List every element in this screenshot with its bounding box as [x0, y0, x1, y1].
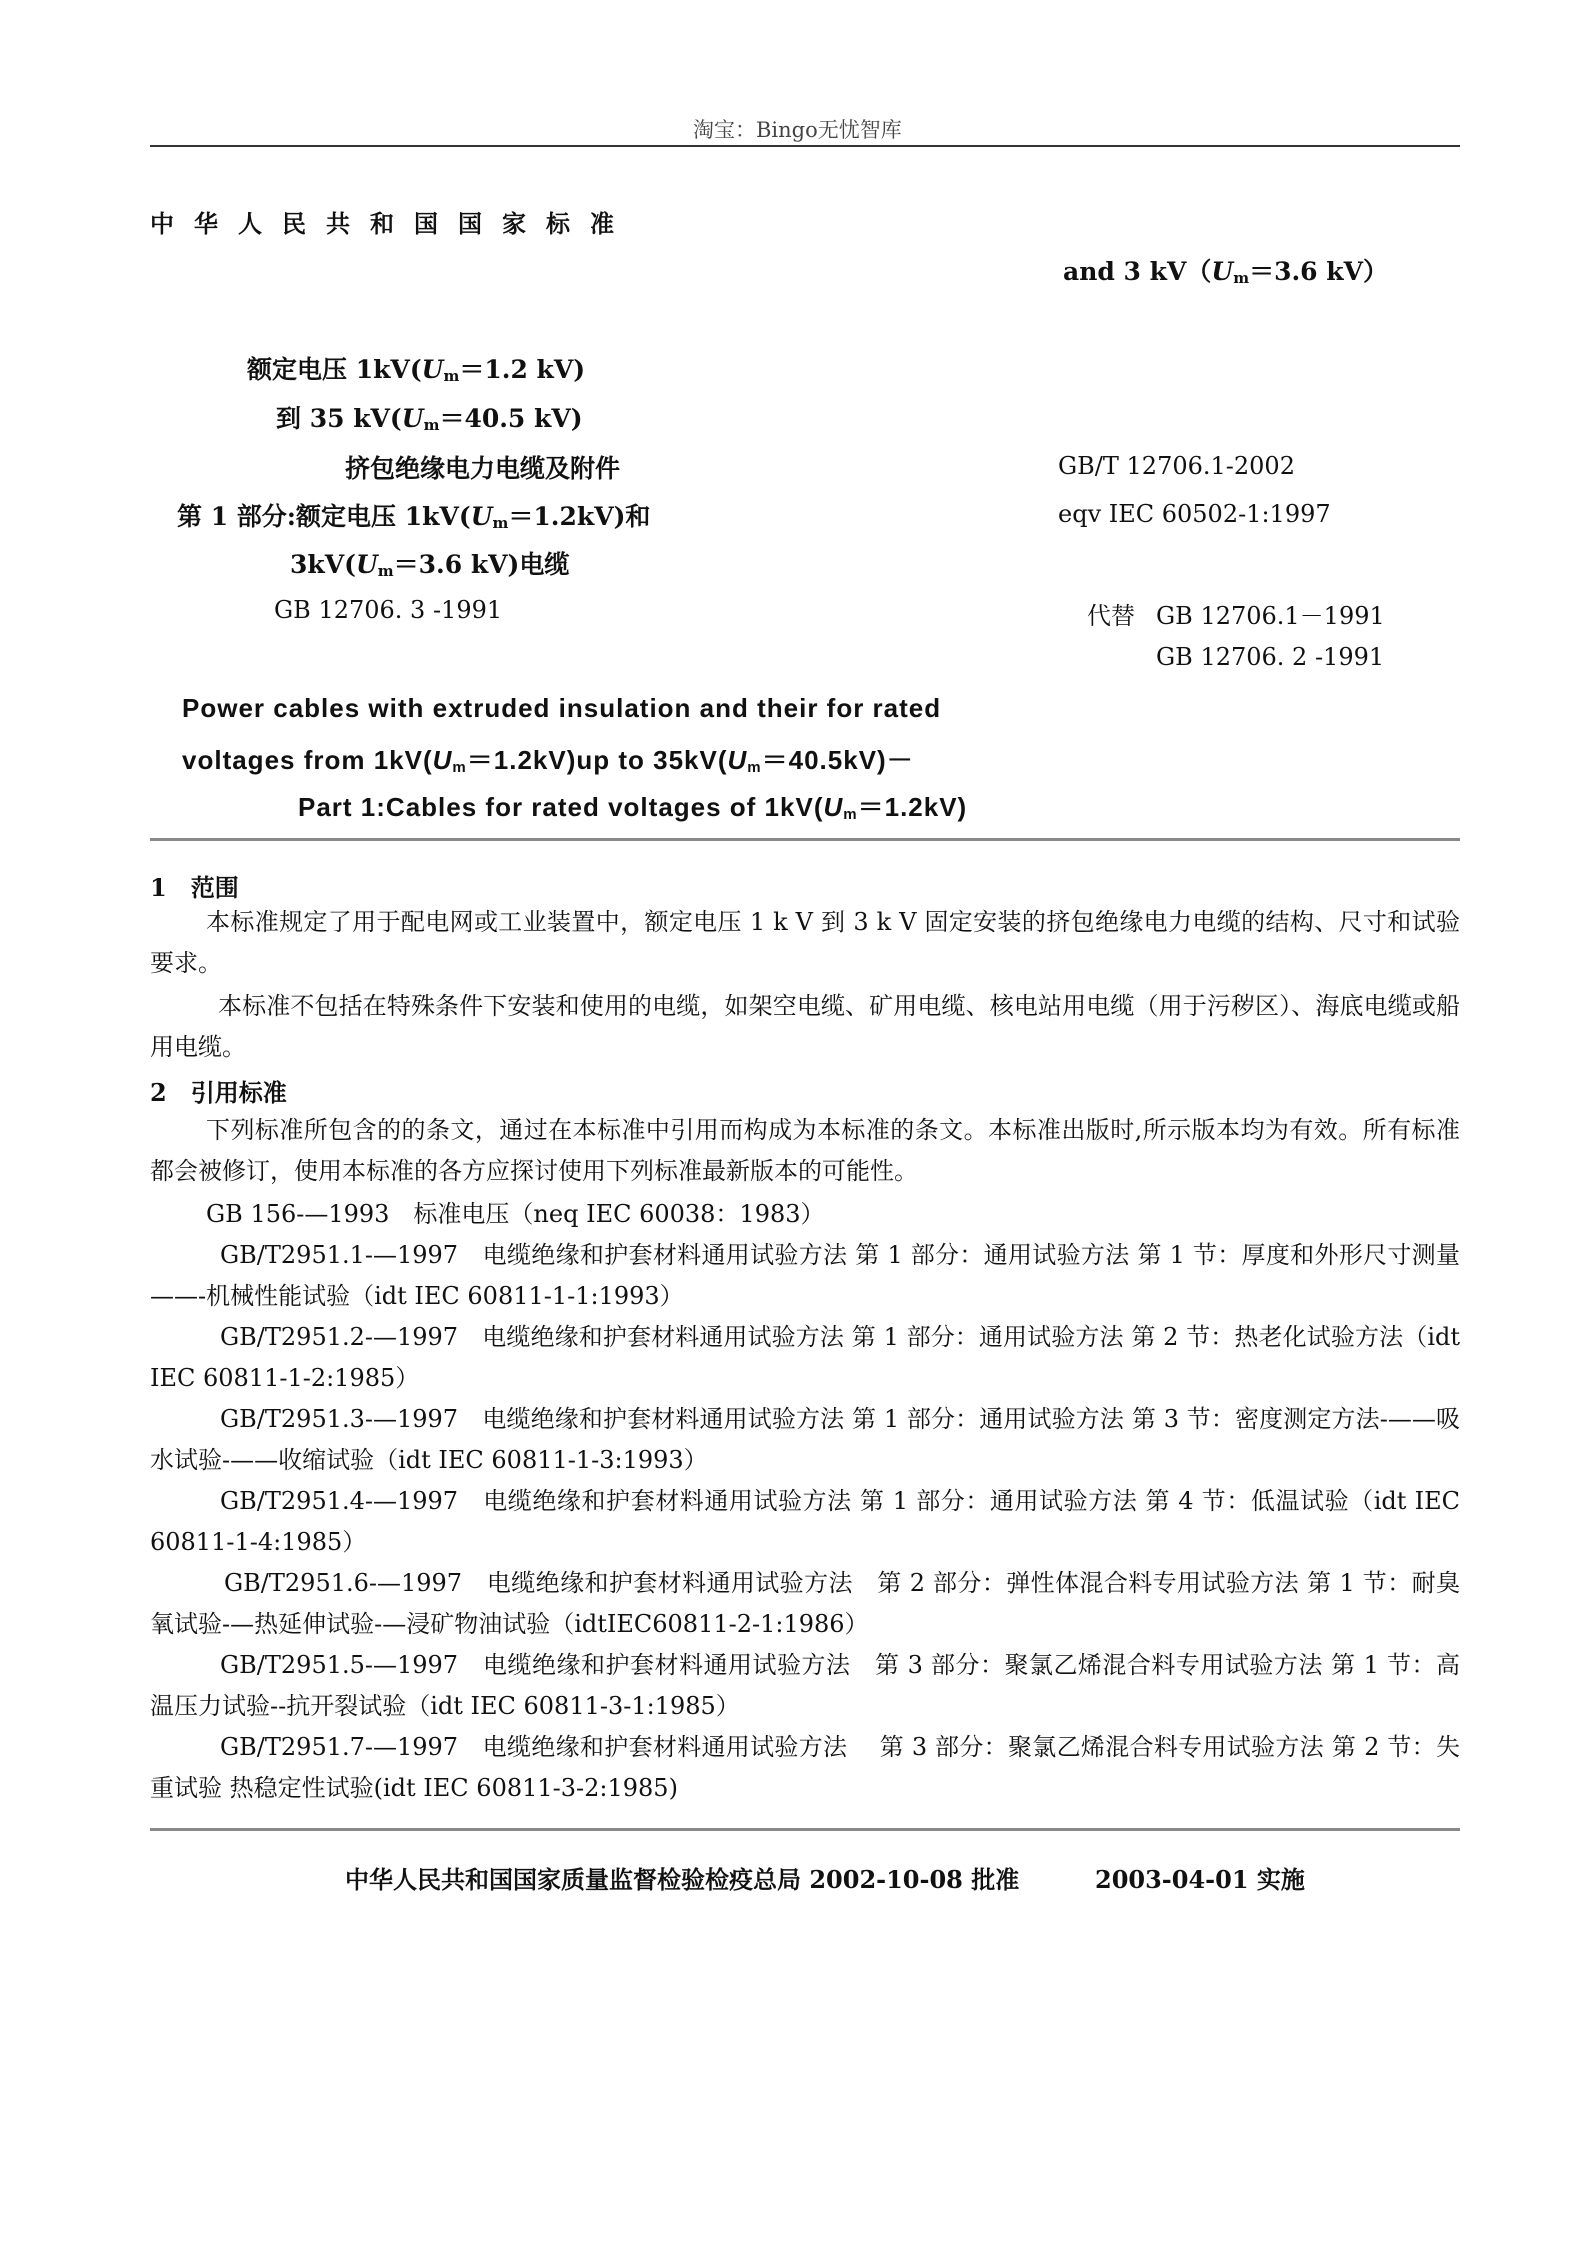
title-cn-line1: 额定电压 $1kV(U_m=1.2$ kV): [247, 355, 586, 385]
section-1-paragraph-1: 本标准规定了用于配电网或工业装置中，额定电压 1 k V 到 3 k V 固定安装的挤包绝缘电力电缆的结构、尺寸和试验要求。: [150, 908, 1460, 977]
title-cn-line4: 第 1 部分:额定电压 $1kV(U_m=1.2kV)$和: [177, 502, 651, 532]
header-rule: [150, 145, 1460, 147]
section-1-paragraph-2: 本标准不包括在特殊条件下安装和使用的电缆，如架空电缆、矿用电缆、核电站用电缆（用于污秽区）、海底电缆或船用电缆。: [150, 992, 1460, 1061]
footer-rule: [150, 1828, 1460, 1831]
title-cn-line5: $3kV(U_m=3.6$ kV)电缆: [290, 550, 570, 580]
title-en-line2: voltages from $1kV(U_m=1.2kV)up$ to $35kV(U_m=40.5kV)-$: [182, 745, 914, 776]
reference-item: GB/T2951.2-—1997 电缆绝缘和护套材料通用试验方法 第 1 部分：通用试验方法 第 2 节：热老化试验方法（idt IEC 60811-1-2:1985）: [150, 1323, 1460, 1392]
standard-number: GB/T 12706.1-2002: [1058, 452, 1295, 480]
section-2-paragraph-1: 下列标准所包含的的条文，通过在本标准中引用而构成为本标准的条文。本标准出版时,所示版本均为有效。所有标准都会被修订，使用本标准的各方应探讨使用下列标准最新版本的可能性。: [150, 1116, 1460, 1185]
footer-effective-date: 2003-04-01 实施: [1095, 1865, 1305, 1894]
standard-equivalence: eqv IEC 60502-1:1997: [1058, 500, 1331, 528]
replaces-item-1: GB 12706.1－1991: [1156, 602, 1385, 630]
title-en-line3: Part 1:Cables for rated voltages of $1kV(U_m=1.2kV)$: [298, 792, 968, 823]
replaces-label: 代替: [1087, 602, 1135, 630]
section-2-heading: 2 引用标准: [150, 1078, 287, 1107]
reference-item: GB/T2951.5-—1997 电缆绝缘和护套材料通用试验方法 第 3 部分：聚氯乙烯混合料专用试验方法 第 1 节：高温压力试验--抗开裂试验（idt IEC 60811-3-1:1985）: [150, 1651, 1460, 1720]
title-cn-line3: 挤包绝缘电力电缆及附件: [345, 454, 621, 483]
title-cn-line2: 到 35 $kV(U_m=40.5$ kV): [276, 404, 583, 434]
section-1-heading: 1 范围: [150, 873, 239, 902]
page-header-source: 淘宝：Bingo无忧智库: [693, 118, 902, 142]
reference-item: GB/T2951.1-—1997 电缆绝缘和护套材料通用试验方法 第 1 部分：通用试验方法 第 1 节：厚度和外形尺寸测量——-机械性能试验（idt IEC 60811-1-1:1993）: [150, 1241, 1460, 1310]
replaces-item-2: GB 12706. 2 -1991: [1156, 643, 1385, 671]
replaces-item-3: GB 12706. 3 -1991: [274, 596, 503, 624]
reference-item: GB/T2951.7-—1997 电缆绝缘和护套材料通用试验方法 第 3 部分：聚氯乙烯混合料专用试验方法 第 2 节：失重试验 热稳定性试验(idt IEC 60811-3-2:1985): [150, 1733, 1460, 1802]
title-rule: [150, 838, 1460, 841]
footer-issuer: 中华人民共和国国家质量监督检验检疫总局 2002-10-08 批准: [345, 1865, 1020, 1894]
reference-item: GB/T2951.3-—1997 电缆绝缘和护套材料通用试验方法 第 1 部分：通用试验方法 第 3 节：密度测定方法-——吸水试验-——收缩试验（idt IEC 60811-1-3:1993）: [150, 1405, 1460, 1474]
title-en-line1: Power cables with extruded insulation and their for rated: [182, 693, 942, 723]
reference-item: GB 156-—1993 标准电压（neq IEC 60038：1983）: [206, 1200, 825, 1228]
reference-item: GB/T2951.4-—1997 电缆绝缘和护套材料通用试验方法 第 1 部分：通用试验方法 第 4 节：低温试验（idt IEC 60811-1-4:1985）: [150, 1487, 1460, 1556]
title-en-continuation: and 3 $kV(U_m=3.6$ kV）: [1063, 257, 1388, 287]
national-standard-label: 中华人民共和国国家标准: [150, 209, 634, 238]
reference-item: GB/T2951.6-—1997 电缆绝缘和护套材料通用试验方法 第 2 部分：弹性体混合料专用试验方法 第 1 节：耐臭氧试验-—热延伸试验-—浸矿物油试验（idtIEC60811-2-1:1986）: [150, 1569, 1460, 1638]
